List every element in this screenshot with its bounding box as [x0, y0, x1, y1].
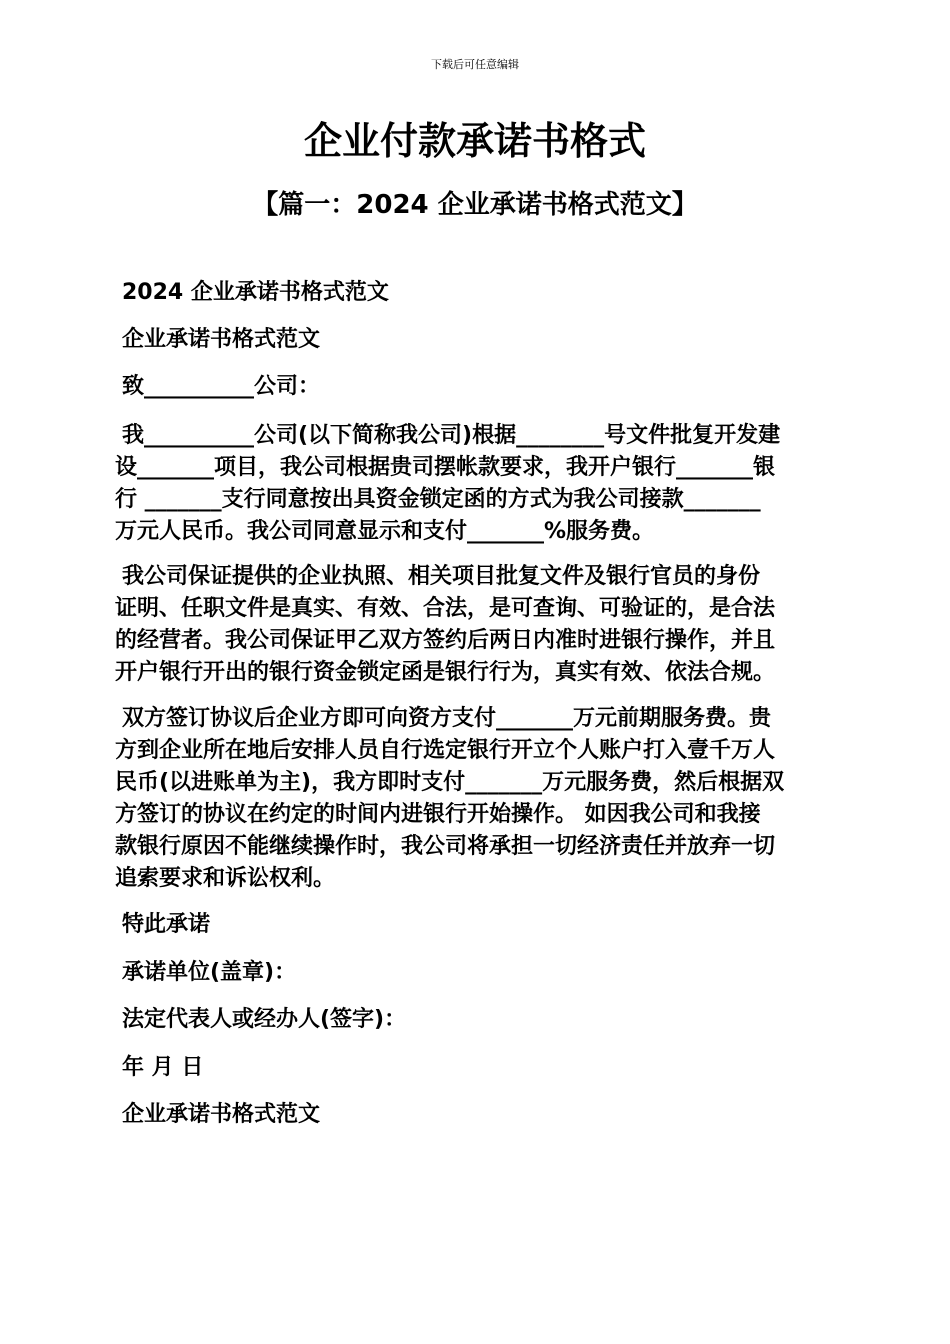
- footer-heading: 企业承诺书格式范文: [122, 1102, 321, 1127]
- paragraph-line: 追索要求和诉讼权利。: [115, 866, 336, 891]
- signature-unit: 承诺单位(盖章)：: [122, 960, 297, 985]
- paragraph-line: 我__________公司(以下简称我公司)根据________号文件批复开发建: [122, 423, 781, 448]
- document-subtitle: 【篇一：2024 企业承诺书格式范文】: [252, 190, 698, 220]
- paragraph-line: 证明、任职文件是真实、有效、合法，是可查询、可验证的，是合法: [115, 596, 776, 621]
- paragraph-line: 开户银行开出的银行资金锁定函是银行行为，真实有效、依法合规。: [115, 660, 776, 685]
- paragraph-line: 我公司保证提供的企业执照、相关项目批复文件及银行官员的身份: [122, 564, 761, 589]
- paragraph-1: [115, 420, 837, 548]
- paragraph-line: 方签订的协议在约定的时间内进银行开始操作。 如因我公司和我接: [115, 802, 761, 827]
- paragraph-2: [115, 561, 837, 689]
- paragraph-line: 款银行原因不能继续操作时，我公司将承担一切经济责任并放弃一切: [115, 834, 776, 859]
- signature-representative: 法定代表人或经办人(签字)：: [122, 1007, 407, 1032]
- section-heading: 2024 企业承诺书格式范文: [122, 280, 389, 305]
- closing-statement: 特此承诺: [122, 912, 211, 937]
- paragraph-line: 的经营者。我公司保证甲乙双方签约后两日内准时进银行操作，并且: [115, 628, 776, 653]
- salutation: 致__________公司：: [122, 374, 321, 399]
- paragraph-3: [115, 703, 837, 895]
- paragraph-line: 万元人民币。我公司同意显示和支付_______%服务费。: [115, 519, 655, 544]
- paragraph-line: 设_______项目，我公司根据贵司摆帐款要求，我开户银行_______银: [115, 455, 776, 480]
- paragraph-line: 双方签订协议后企业方即可向资方支付_______万元前期服务费。贵: [122, 706, 772, 731]
- document-title: 企业付款承诺书格式: [303, 119, 646, 163]
- paragraph-line: 方到企业所在地后安排人员自行选定银行开立个人账户打入壹千万人: [115, 738, 776, 763]
- paragraph-line: 民币(以进账单为主)，我方即时支付_______万元服务费，然后根据双: [115, 770, 785, 795]
- section-subheading: 企业承诺书格式范文: [122, 327, 321, 352]
- paragraph-line: 行 _______支行同意按出具资金锁定函的方式为我公司接款_______: [115, 487, 761, 512]
- signature-date: 年 月 日: [122, 1055, 204, 1080]
- header-note: 下载后可任意编辑: [431, 58, 519, 71]
